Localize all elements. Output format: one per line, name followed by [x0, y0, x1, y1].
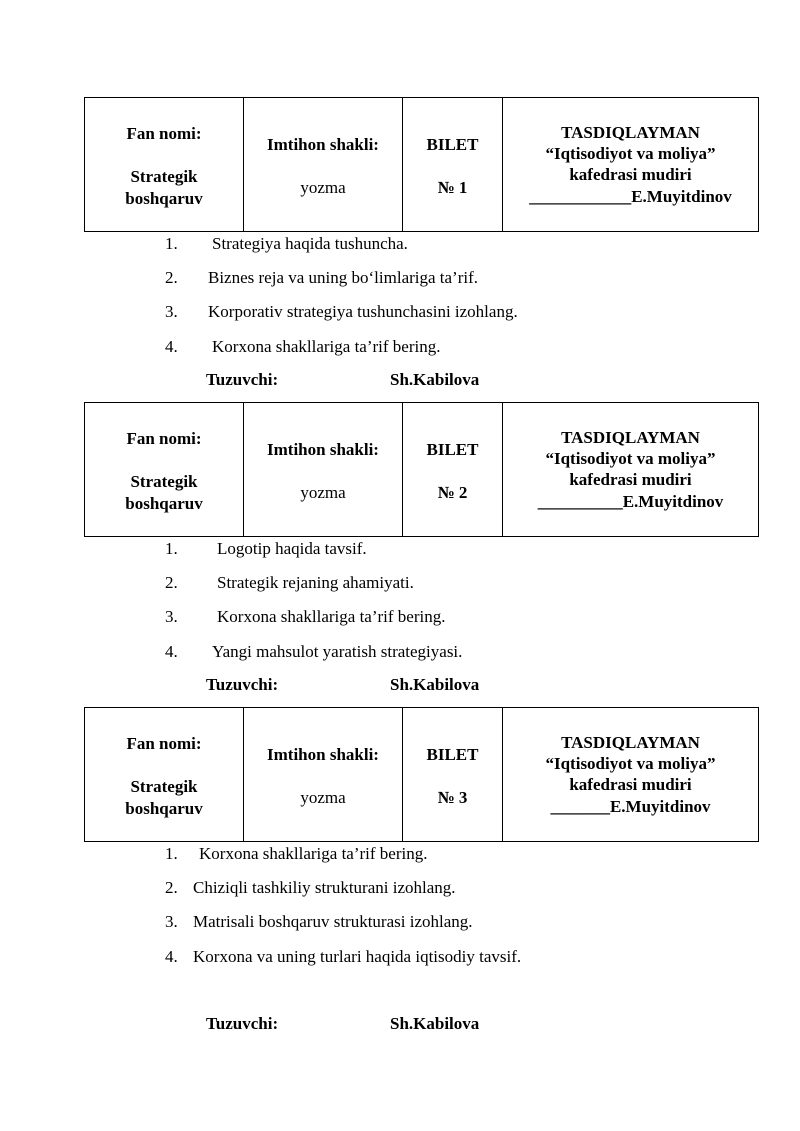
subject-label: Fan nomi:: [126, 734, 202, 753]
exam-form-value: yozma: [300, 788, 346, 807]
exam-form-value: yozma: [300, 178, 346, 197]
question-text: Strategik rejaning ahamiyati.: [217, 573, 414, 592]
compiler-name: Sh.Kabilova: [390, 1014, 480, 1033]
question-text: Matrisali boshqaruv strukturasi izohlang.: [193, 912, 473, 931]
ticket-label: BILET: [426, 745, 479, 764]
compiler-label: Tuzuvchi:: [206, 370, 279, 389]
question-number: 2.: [165, 268, 178, 287]
compiler-label: Tuzuvchi:: [206, 1014, 279, 1033]
question-number: 2.: [165, 878, 178, 897]
ticket-header-table: [84, 97, 759, 232]
approval-role: kafedrasi mudiri: [569, 165, 692, 184]
ticket-number-cell: [403, 403, 503, 536]
subject-value-line2: boshqaruv: [125, 799, 203, 818]
approval-department: “Iqtisodiyot va moliya”: [545, 144, 716, 163]
question-text: Yangi mahsulot yaratish strategiyasi.: [212, 642, 463, 661]
ticket-number-cell: [403, 708, 503, 841]
approval-title: TASDIQLAYMAN: [561, 733, 700, 752]
ticket-label: BILET: [426, 440, 479, 459]
question-number: 4.: [165, 337, 178, 356]
question-text: Korxona shakllariga ta’rif bering.: [217, 607, 446, 626]
ticket-number: № 3: [437, 788, 468, 807]
subject-cell: [85, 403, 244, 536]
exam-form-label: Imtihon shakli:: [267, 135, 379, 154]
question-text: Logotip haqida tavsif.: [217, 539, 367, 558]
ticket-number-cell: [403, 98, 503, 231]
compiler-name: Sh.Kabilova: [390, 675, 480, 694]
exam-form-cell: [244, 98, 403, 231]
exam-form-label: Imtihon shakli:: [267, 440, 379, 459]
approval-signature: __________E.Muyitdinov: [537, 492, 724, 511]
question-text: Biznes reja va uning bo‘limlariga ta’rif.: [208, 268, 479, 287]
approval-signature: ____________E.Muyitdinov: [529, 187, 732, 206]
exam-form-cell: [244, 403, 403, 536]
question-number: 1.: [165, 844, 178, 863]
question-number: 3.: [165, 607, 178, 626]
subject-cell: [85, 98, 244, 231]
approval-role: kafedrasi mudiri: [569, 470, 692, 489]
ticket-1: [0, 97, 800, 402]
approval-department: “Iqtisodiyot va moliya”: [545, 754, 716, 773]
ticket-header-table: [84, 707, 759, 842]
question-number: 3.: [165, 302, 178, 321]
exam-form-label: Imtihon shakli:: [267, 745, 379, 764]
exam-form-value: yozma: [300, 483, 346, 502]
question-text: Korxona shakllariga ta’rif bering.: [199, 844, 428, 863]
subject-value-line2: boshqaruv: [125, 494, 203, 513]
ticket-3: [0, 707, 800, 1033]
subject-value-line1: Strategik: [130, 167, 198, 186]
compiler-name: Sh.Kabilova: [390, 370, 480, 389]
ticket-number: № 1: [437, 178, 468, 197]
approval-department: “Iqtisodiyot va moliya”: [545, 449, 716, 468]
question-text: Korxona va uning turlari haqida iqtisodiy tavsif.: [193, 947, 522, 966]
approval-title: TASDIQLAYMAN: [561, 123, 700, 142]
subject-value-line1: Strategik: [130, 472, 198, 491]
question-text: Korporativ strategiya tushunchasini izohlang.: [208, 302, 518, 321]
approval-cell: [503, 403, 758, 536]
question-text: Chiziqli tashkiliy strukturani izohlang.: [193, 878, 456, 897]
compiler-label: Tuzuvchi:: [206, 675, 279, 694]
question-number: 4.: [165, 642, 178, 661]
ticket-header-table: [84, 402, 759, 537]
subject-label: Fan nomi:: [126, 429, 202, 448]
exam-form-cell: [244, 708, 403, 841]
approval-cell: [503, 98, 758, 231]
question-number: 3.: [165, 912, 178, 931]
question-text: Strategiya haqida tushuncha.: [212, 234, 408, 253]
question-number: 2.: [165, 573, 178, 592]
subject-value-line1: Strategik: [130, 777, 198, 796]
approval-role: kafedrasi mudiri: [569, 775, 692, 794]
approval-cell: [503, 708, 758, 841]
approval-signature: _______E.Muyitdinov: [550, 797, 711, 816]
question-number: 1.: [165, 539, 178, 558]
approval-title: TASDIQLAYMAN: [561, 428, 700, 447]
question-number: 4.: [165, 947, 178, 966]
question-number: 1.: [165, 234, 178, 253]
subject-label: Fan nomi:: [126, 124, 202, 143]
question-text: Korxona shakllariga ta’rif bering.: [212, 337, 441, 356]
ticket-2: [0, 402, 800, 707]
ticket-number: № 2: [437, 483, 468, 502]
subject-cell: [85, 708, 244, 841]
subject-value-line2: boshqaruv: [125, 189, 203, 208]
ticket-label: BILET: [426, 135, 479, 154]
